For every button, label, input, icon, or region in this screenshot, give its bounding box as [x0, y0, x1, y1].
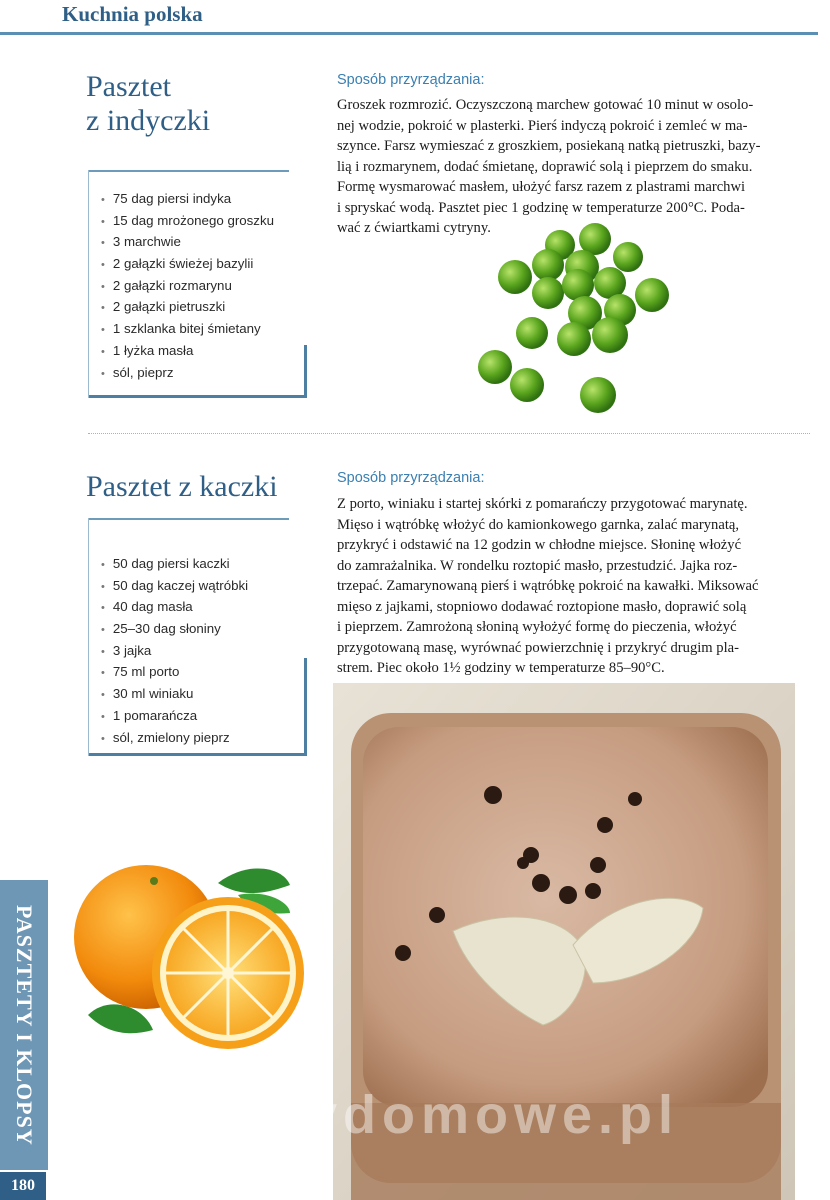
- bullet-icon: •: [101, 624, 105, 637]
- ingredient-text: 2 gałązki świeżej bazylii: [112, 256, 254, 272]
- ingredient-text: sól, pieprz: [112, 364, 174, 380]
- bullet-icon: •: [101, 280, 105, 293]
- ingredient-item: [101, 618, 248, 640]
- ingredient-item: [101, 596, 248, 618]
- ingredient-item: [101, 362, 274, 384]
- bullet-icon: •: [101, 732, 105, 745]
- recipe1-title-line1: Pasztet: [86, 70, 171, 103]
- recipe2-ingredients-box: [88, 518, 307, 756]
- recipe1-ingredients-box: [88, 170, 307, 398]
- method-line: nej wodzie, pokroić w plasterki. Pierś indyczą pokroić i zemleć w ma-: [337, 117, 748, 134]
- ingredient-text: 30 ml winiaku: [112, 686, 194, 702]
- ingredient-item: [101, 231, 274, 253]
- recipe1-title-line2: z indyczki: [86, 104, 211, 137]
- bullet-icon: •: [101, 259, 105, 272]
- ingredient-item: [101, 575, 248, 597]
- ingredient-item: [101, 640, 248, 662]
- ingredient-item: [101, 253, 274, 275]
- method-line: trzepać. Zamarynowaną pierś i wątróbkę pokroić na kawałki. Miksować: [337, 578, 759, 594]
- box-top-rule: [89, 170, 289, 172]
- ingredient-item: [101, 275, 274, 297]
- recipe2-method-text: [337, 494, 795, 679]
- section-side-label: PASZTETY I KLOPSY: [12, 904, 37, 1146]
- method-line: przykryć i odstawić na 12 godzin w chłodne miejsce. Słoninę włożyć: [337, 537, 742, 553]
- ingredient-item: [101, 683, 248, 705]
- bullet-icon: •: [101, 237, 105, 250]
- bullet-icon: •: [101, 645, 105, 658]
- method-line: i spryskać wodą. Pasztet piec 1 godzinę w temperaturze 200°C. Poda-: [337, 199, 745, 216]
- ingredient-item: [101, 661, 248, 683]
- recipe1-method-text: [337, 95, 795, 239]
- ingredient-item: [101, 553, 248, 575]
- bullet-icon: •: [101, 602, 105, 615]
- recipe1-title: [86, 70, 210, 138]
- recipe1-ingredient-list: [101, 188, 274, 383]
- box-right-rule: [304, 658, 307, 756]
- recipe2-method-heading: Sposób przyrządzania:: [337, 470, 485, 486]
- bullet-icon: •: [101, 710, 105, 723]
- ingredient-text: 1 pomarańcza: [112, 707, 198, 723]
- section-separator: [88, 433, 810, 434]
- bullet-icon: •: [101, 559, 105, 571]
- ingredient-item: [101, 727, 248, 749]
- recipe2-ingredient-list: [101, 553, 248, 748]
- method-line: wać z ćwiartkami cytryny.: [337, 220, 491, 236]
- watermark-text: wedlinydomowe.pl: [103, 1085, 680, 1145]
- ingredient-text: 3 marchwie: [112, 234, 181, 250]
- ingredient-item: [101, 296, 274, 318]
- ingredient-text: 1 szklanka bitej śmietany: [112, 321, 261, 337]
- method-line: szynce. Farsz wymieszać z groszkiem, posiekaną natką pietruszki, bazy-: [337, 138, 761, 154]
- box-right-rule: [304, 345, 307, 398]
- ingredient-item: [101, 340, 274, 362]
- peas-illustration: [470, 225, 680, 425]
- bullet-icon: •: [101, 667, 105, 680]
- ingredient-item: [101, 210, 274, 232]
- method-line: Groszek rozmrozić. Oczyszczoną marchew gotować 10 minut w osolo-: [337, 97, 754, 113]
- ingredient-text: 1 łyżka masła: [112, 342, 194, 358]
- bullet-icon: •: [101, 580, 105, 593]
- ingredient-item: [101, 705, 248, 727]
- method-line: lią i rozmarynem, dodać śmietanę, doprawić solą i pieprzem do smaku.: [337, 158, 753, 175]
- bullet-icon: •: [101, 345, 105, 358]
- box-bottom-rule: [89, 753, 307, 756]
- method-line: i pieprzem. Zamrożoną słoniną wyłożyć formę do pieczenia, włożyć: [337, 619, 737, 635]
- page-number: 180: [11, 1177, 35, 1194]
- ingredient-item: [101, 318, 274, 340]
- bullet-icon: •: [101, 194, 105, 206]
- ingredient-item: [101, 188, 274, 210]
- orange-illustration: [68, 855, 308, 1065]
- ingredient-text: 50 dag kaczej wątróbki: [112, 577, 249, 593]
- method-line: do zamrażalnika. W rondelku roztopić masło, przestudzić. Jajka roz-: [337, 557, 738, 574]
- ingredient-text: 2 gałązki rozmarynu: [112, 277, 232, 293]
- box-bottom-rule: [89, 395, 307, 398]
- header-rule: [0, 32, 818, 35]
- chapter-header: Kuchnia polska: [62, 2, 203, 26]
- recipe2-title: Pasztet z kaczki: [86, 470, 278, 503]
- ingredient-text: 40 dag masła: [112, 599, 193, 615]
- method-line: Z porto, winiaku i startej skórki z pomarańczy przygotować marynatę.: [337, 496, 748, 512]
- ingredient-text: 2 gałązki pietruszki: [112, 299, 226, 315]
- method-line: przygotowaną masę, wyrównać powierzchnię i przykryć drugim pla-: [337, 639, 739, 656]
- ingredient-text: 50 dag piersi kaczki: [112, 556, 230, 571]
- ingredient-text: sól, zmielony pieprz: [112, 729, 230, 745]
- ingredient-text: 75 ml porto: [112, 664, 180, 680]
- ingredient-text: 25–30 dag słoniny: [112, 621, 221, 637]
- bullet-icon: •: [101, 215, 105, 228]
- bullet-icon: •: [101, 367, 105, 380]
- ingredient-text: 15 dag mrożonego groszku: [112, 212, 274, 228]
- method-line: Mięso i wątróbkę włożyć do kamionkowego garnka, zalać marynatą,: [337, 516, 739, 533]
- method-line: Formę wysmarować masłem, ułożyć farsz razem z plastrami marchwi: [337, 179, 746, 195]
- method-line: mięso z jajkami, stopniowo dodawać roztopione masło, doprawić solą: [337, 598, 747, 615]
- recipe1-method-heading: Sposób przyrządzania:: [337, 72, 485, 88]
- method-line: strem. Piec około 1½ godziny w temperaturze 85–90°C.: [337, 660, 665, 676]
- bullet-icon: •: [101, 689, 105, 702]
- ingredient-text: 3 jajka: [112, 642, 152, 658]
- bullet-icon: •: [101, 302, 105, 315]
- box-top-rule: [89, 518, 289, 520]
- ingredient-text: 75 dag piersi indyka: [112, 191, 232, 206]
- bullet-icon: •: [101, 324, 105, 337]
